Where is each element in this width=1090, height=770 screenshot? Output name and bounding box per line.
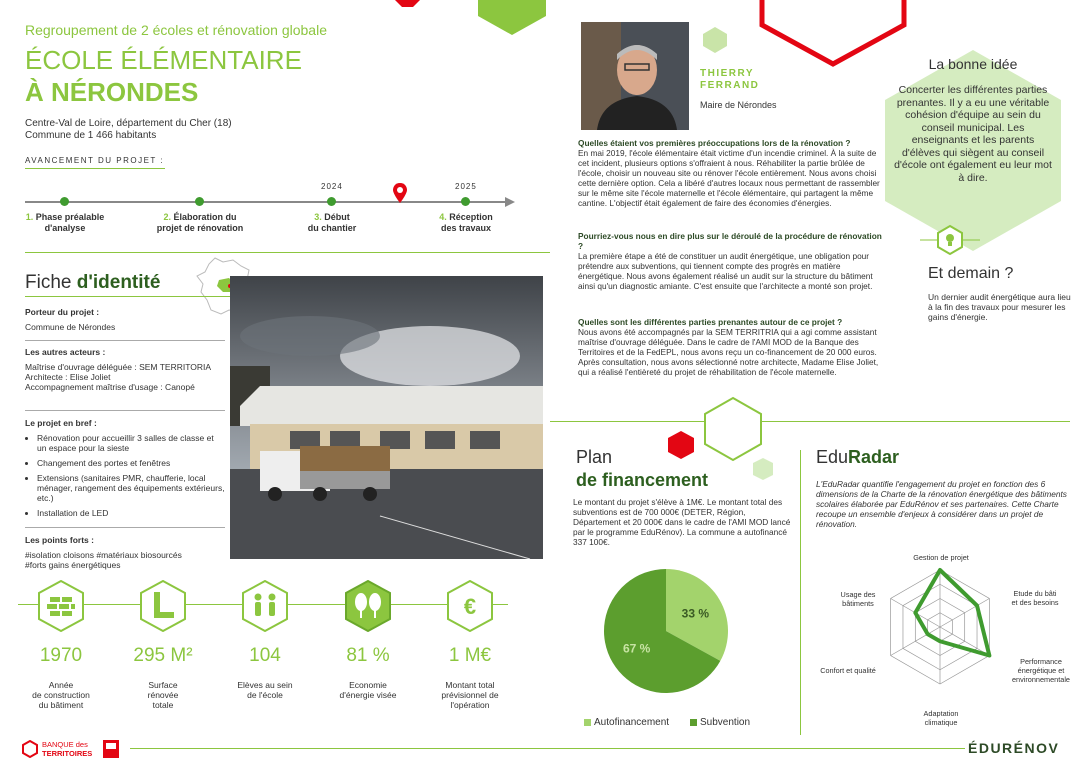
red-small-hex-deco (667, 430, 695, 460)
step-4-label: Réception (449, 212, 493, 222)
page-title-line2: À NÉRONDES (25, 77, 199, 107)
step-3-label: Début (324, 212, 350, 222)
stat-label-amount-2: prévisionnel de (441, 690, 499, 700)
stat-label-year (16, 680, 106, 710)
fiche-title (25, 272, 160, 294)
bref-item-3: • Extensions (sanitaires PMR, chaufferie, local ménager, rangement des équipements extérieurs, etc.) (37, 473, 225, 503)
stat-label-students (220, 680, 310, 700)
porteur-block (25, 307, 225, 332)
mayor-name (700, 68, 759, 92)
light-green-hex-deco (702, 26, 728, 54)
legend-autofinancement (584, 717, 669, 728)
light-green-small-hex-deco (752, 457, 774, 481)
stat-label-amount-3: l'opération (450, 700, 490, 710)
plan-title-1: Plan (576, 447, 613, 467)
pie-label-autofinancement: 33 % (681, 606, 710, 621)
euro-icon (447, 580, 493, 632)
timeline-dot-1 (60, 197, 69, 206)
location-region: Centre-Val de Loire, département du Cher (18) (25, 118, 232, 129)
step-2-num: 2. (163, 212, 171, 222)
eduradar-title-bold: Radar (848, 447, 900, 467)
eduradar-chart (880, 560, 1000, 700)
legend-swatch-subvention (690, 719, 697, 726)
eduradar-text: L'EduRadar quantifie l'engagement du projet en fonction des 6 dimensions de la Charte de la rénovation énergétique des bâtiments scolaires élaborée par EduRénov et ses partenaires. Cette Charte recoupe un ensemble d'enjeux à considérer dans un projet de rénovation. (816, 479, 1067, 529)
stat-label-energy (323, 680, 413, 700)
bdt-line2: TERRITOIRES (42, 749, 93, 758)
green-hex-deco (478, 0, 546, 36)
stat-label-surface-3: totale (152, 700, 174, 710)
acteurs-block (25, 347, 225, 392)
fiche-title-bold: d'identité (76, 272, 161, 293)
radar-data-shape (915, 570, 989, 656)
mayor-lastname: FERRAND (700, 80, 760, 91)
question-3: Quelles sont les différentes parties prenantes autour de ce projet ? (578, 317, 843, 327)
step-1-num: 1. (25, 212, 34, 222)
idea-text: Concerter les différentes parties prenantes. Il y a eu une véritable cohésion d'équipe au sein du conseil municipal. Les enseignants et les parents d'élèves qui siègent au conseil d'école ont également eu leur mot à dire. (894, 84, 1052, 184)
porteur-label: Porteur du projet : (25, 307, 100, 317)
location-population: Commune de 1 466 habitants (25, 130, 157, 141)
eduradar-title-light: Edu (816, 447, 849, 467)
radar-label-usage-2: bâtiments (842, 599, 874, 608)
stat-value-amount: 1 M€ (448, 645, 492, 666)
timeline-dot-3 (327, 197, 336, 206)
legend-text-subvention: Subvention (700, 717, 751, 728)
stat-label-students-2: de l'école (247, 690, 283, 700)
legend-text-autofinancement: Autofinancement (594, 717, 670, 728)
bref-item-4: • Installation de LED (37, 508, 225, 518)
step-4-label2: des travaux (440, 223, 492, 233)
radar-label-adaptation (906, 709, 976, 727)
edurenov-logo: ÉDURÉNOV (968, 740, 1060, 756)
interview-q2 (578, 231, 883, 291)
radar-label-adaptation-1: Adaptation (923, 709, 959, 718)
interview-q3 (578, 317, 883, 377)
timeline-arrow-icon (505, 197, 515, 207)
ruler-square-icon (140, 580, 186, 632)
eduradar-title (816, 447, 899, 468)
step-4 (411, 212, 521, 234)
stat-value-year: 1970 (39, 645, 83, 666)
acteurs-label: Les autres acteurs : (25, 347, 106, 357)
stat-label-energy-2: d'énergie visée (339, 690, 397, 700)
stat-label-year-2: de construction (32, 690, 90, 700)
brick-wall-icon (38, 580, 84, 632)
legend-swatch-autofinancement (584, 719, 591, 726)
step-4-num: 4. (439, 212, 447, 222)
year-2024: 2024 (321, 182, 343, 191)
fiche-title-light: Fiche (25, 272, 77, 293)
radar-label-performance (1002, 657, 1080, 684)
progress-label-underline (25, 168, 165, 169)
step-1 (10, 212, 120, 234)
question-1: Quelles étaient vos premières préoccupations lors de la rénovation ? (578, 138, 851, 148)
fiche-separator-2 (25, 410, 225, 411)
radar-label-gestion-1: Gestion de projet (913, 553, 969, 562)
question-2: Pourriez-vous nous en dire plus sur le déroulé de la procédure de rénovation ? (578, 231, 882, 251)
step-3-label2: du chantier (307, 223, 357, 233)
stat-label-surface-1: Surface (148, 680, 178, 690)
children-icon (242, 580, 288, 632)
lightbulb-icon (920, 222, 980, 258)
radar-label-usage-1: Usage des (840, 590, 876, 599)
step-2-label2: projet de rénovation (156, 223, 244, 233)
radar-label-performance-1: Performance (1020, 657, 1062, 666)
stat-label-amount-1: Montant total (445, 680, 495, 690)
acteur-mod: Maîtrise d'ouvrage déléguée : SEM TERRITORIA (25, 362, 212, 372)
stat-value-surface: 295 M² (133, 645, 193, 666)
step-2-label: Élaboration du (173, 212, 237, 222)
location (25, 118, 232, 142)
acteur-canope: Accompagnement maîtrise d'usage : Canopé (25, 382, 195, 392)
trees-icon (345, 580, 391, 632)
radar-label-performance-3: environnementale (1011, 675, 1070, 684)
interview-q1 (578, 138, 883, 208)
porteur-value: Commune de Nérondes (25, 322, 116, 332)
school-photo (230, 276, 543, 559)
progress-label: AVANCEMENT DU PROJET : (25, 156, 165, 165)
mayor-role: Maire de Nérondes (700, 100, 777, 110)
stat-label-surface-2: rénovée (147, 690, 179, 700)
radar-label-performance-2: énergétique et (1017, 666, 1065, 675)
vertical-divider (800, 450, 801, 735)
forts-label: Les points forts : (25, 535, 94, 545)
radar-label-adaptation-2: climatique (924, 718, 958, 727)
financing-pie-chart (600, 565, 732, 697)
stat-label-year-3: du bâtiment (38, 700, 84, 710)
fiche-separator-3 (25, 527, 225, 528)
pie-label-subvention: 67 % (622, 641, 651, 656)
radar-label-gestion (906, 553, 976, 562)
section-divider (25, 252, 550, 253)
page-title-line1: ÉCOLE ÉLÉMENTAIRE (25, 45, 302, 75)
bdt-logo-text (42, 740, 92, 758)
radar-label-etude (1000, 589, 1070, 607)
outline-hex-deco (703, 396, 763, 462)
timeline-dot-2 (195, 197, 204, 206)
bdt-logo-icon (22, 740, 38, 758)
radar-label-usage (828, 590, 888, 608)
demain-text: Un dernier audit énergétique aura lieu à la fin des travaux pour mesurer les gains d'énergie. (928, 292, 1071, 322)
bref-label: Le projet en bref : (25, 418, 97, 428)
forts-line1: #isolation cloisons #matériaux biosourcés (25, 550, 182, 560)
bdt-line1: BANQUE des (42, 740, 88, 749)
answer-2: La première étape a été de constituer un audit énergétique, une obligation pour prétendre aux subventions, qui tiennent compte des progrès en matière énergétique. Nous avons également réalisé un audit sur la structure du bâtiment ainsi qu'un diagnostic amiante. C'est ensuite que l'architecte a monté son projet. (578, 251, 873, 291)
idea-title: La bonne idée (928, 56, 1018, 72)
forts-block (25, 535, 225, 570)
answer-3: Nous avons été accompagnés par la SEM TERRITRIA qui a agi comme assistant maîtrise d'ouvrage déléguée. Dans le cadre de l'AMI MOD de la Banque des Territoires et de la FedEPL, nous avons reçu un co-financement de 20 000 euros. Après consultation, nous avons sélectionné notre architecte, Madame Elise Joliet, qui a réalisé l'entièreté du projet de réhabilitation de l'école maternelle. (578, 327, 879, 377)
location-pin-icon (393, 183, 407, 203)
radar-grid (891, 570, 990, 684)
stat-label-surface (118, 680, 208, 710)
acteur-architecte: Architecte : Elise Joliet (25, 372, 111, 382)
radar-label-etude-1: Etude du bâti (1013, 589, 1057, 598)
step-3 (277, 212, 387, 234)
step-1-label: Phase préalable (35, 212, 105, 222)
bref-block (25, 418, 225, 523)
bref-item-1: • Rénovation pour accueillir 3 salles de classe et un espace pour la sieste (37, 433, 225, 453)
demain-title: Et demain ? (928, 265, 1014, 282)
step-1-label2: d'analyse (44, 223, 86, 233)
answer-1: En mai 2019, l'école élémentaire était victime d'un incendie criminel. À la suite de cet incident, plusieurs options s'offraient à nous. Réhabiliter la partie brûlée de l'école, choisir un nouveau site ou rénover l'école entièrement. Nous avons choisi cette dernière option. Cela a libéré d'autres locaux nous permettant de rassembler sur le même site l'école maternelle et l'école élémentaire, qui partagent la même cantine. L'objectif était également de faire des économies d'énergies. (578, 148, 880, 208)
svg-text:€: € (463, 594, 477, 619)
stat-value-energy: 81 % (346, 645, 390, 666)
forts-line2: #forts gains énergétiques (25, 560, 121, 570)
timeline-dot-4 (461, 197, 470, 206)
radar-label-confort (812, 666, 884, 675)
bref-item-2: • Changement des portes et fenêtres (37, 458, 225, 468)
mayor-portrait (581, 22, 689, 130)
stat-label-energy-1: Economie (349, 680, 387, 690)
stat-label-students-1: Elèves au sein (237, 680, 293, 690)
plan-title-2: de financement (576, 470, 709, 490)
right-section-divider (550, 421, 1070, 422)
mayor-firstname: THIERRY (700, 68, 755, 79)
plan-text: Le montant du projet s'élève à 1M€. Le montant total des subventions est de 700 000€ (DETER, Région, Département et 20 000€ dans le cadre de l'AMI MOD lancé par le programme EduRénov). La commune a autofinancé 337 100€. (573, 497, 791, 547)
header-subtitle: Regroupement de 2 écoles et rénovation globale (25, 22, 327, 38)
stat-label-amount (425, 680, 515, 710)
radar-label-etude-2: et des besoins (1011, 598, 1059, 607)
red-hex-deco (395, 0, 420, 8)
stat-label-year-1: Année (48, 680, 74, 690)
radar-label-confort-1: Confort et qualité (820, 666, 876, 675)
step-3-num: 3. (314, 212, 322, 222)
year-2025: 2025 (455, 182, 477, 191)
fiche-underline (25, 296, 230, 297)
footer-line (130, 748, 965, 749)
stat-value-students: 104 (249, 645, 281, 666)
step-2 (145, 212, 255, 234)
legend-subvention (690, 717, 750, 728)
republique-logo-icon (103, 740, 119, 758)
timeline-axis (25, 201, 510, 203)
fiche-separator-1 (25, 340, 225, 341)
